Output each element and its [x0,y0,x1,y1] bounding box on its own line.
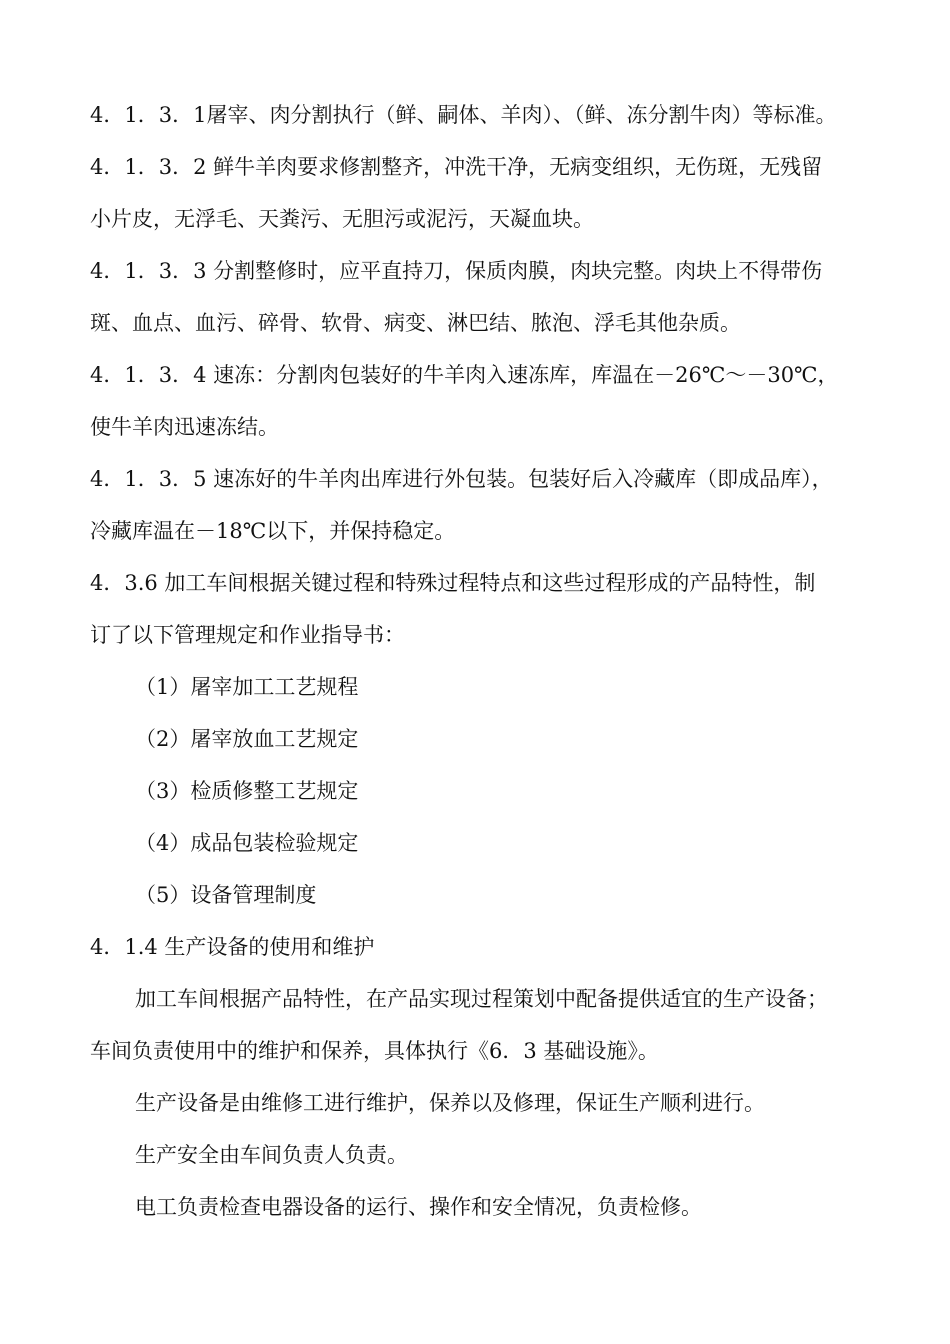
text-line-4-1-3-5-cont: 冷藏库温在－18℃以下，并保持稳定。 [90,519,456,543]
text-line-4-1-3-3: 4．1．3．3 分割整修时，应平直持刀，保质肉膜，肉块完整。肉块上不得带伤 [90,259,823,283]
paragraph-electrician: 电工负责检查电器设备的运行、操作和安全情况，负责检修。 [135,1195,702,1219]
list-item-1: （1）屠宰加工工艺规程 [135,675,359,699]
text-line-4-3-6-cont: 订了以下管理规定和作业指导书： [90,623,405,647]
text-line-4-1-3-4-cont: 使牛羊肉迅速冻结。 [90,415,279,439]
text-line-4-1-3-1: 4．1．3．1屠宰、肉分割执行（鲜、嗣体、羊肉）、（鲜、冻分割牛肉）等标准。 [90,103,837,127]
paragraph-maintenance: 生产设备是由维修工进行维护，保养以及修理，保证生产顺利进行。 [135,1091,765,1115]
text-line-4-1-3-2-cont: 小片皮，无浮毛、天粪污、无胆污或泥污，天凝血块。 [90,207,594,231]
list-item-3: （3）检质修整工艺规定 [135,779,359,803]
text-line-4-1-3-4: 4．1．3．4 速冻：分割肉包装好的牛羊肉入速冻库，库温在－26℃～－30℃， [90,363,839,387]
section-heading-4-1-4: 4．1.4 生产设备的使用和维护 [90,935,375,959]
paragraph-equipment-cont: 车间负责使用中的维护和保养，具体执行《6．3 基础设施》。 [90,1039,659,1063]
text-line-4-1-3-5: 4．1．3．5 速冻好的牛羊肉出库进行外包装。包装好后入冷藏库（即成品库）， [90,467,833,491]
text-line-4-3-6: 4．3.6 加工车间根据关键过程和特殊过程特点和这些过程形成的产品特性，制 [90,571,816,595]
list-item-5: （5）设备管理制度 [135,883,317,907]
text-line-4-1-3-2: 4．1．3．2 鲜牛羊肉要求修割整齐，冲洗干净，无病变组织，无伤斑，无残留 [90,155,823,179]
list-item-4: （4）成品包装检验规定 [135,831,359,855]
paragraph-equipment: 加工车间根据产品特性，在产品实现过程策划中配备提供适宜的生产设备； [135,987,828,1011]
paragraph-safety: 生产安全由车间负责人负责。 [135,1143,408,1167]
list-item-2: （2）屠宰放血工艺规定 [135,727,359,751]
text-line-4-1-3-3-cont: 斑、血点、血污、碎骨、软骨、病变、淋巴结、脓泡、浮毛其他杂质。 [90,311,741,335]
